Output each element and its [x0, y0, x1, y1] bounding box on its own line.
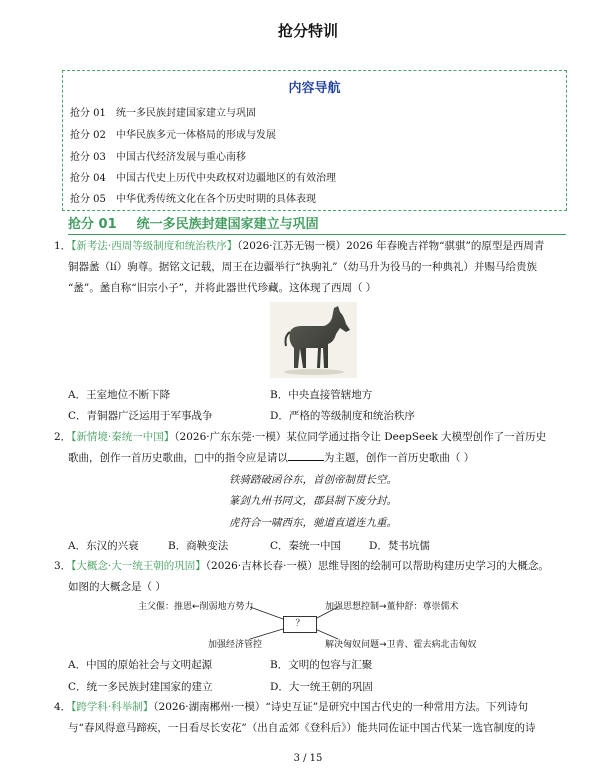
mindmap-bottom-left: 加强经济管控 [208, 640, 263, 650]
option-b[interactable]: B．中央直接管辖地方 [270, 389, 373, 401]
option-c[interactable]: C．青铜器广泛运用于军事战争 [68, 410, 213, 422]
nav-item-code: 抢分 01 [70, 108, 106, 119]
mindmap-top-right: 加强思想控制→董仲舒：尊崇儒术 [325, 602, 459, 612]
nav-item-2[interactable] [70, 126, 276, 141]
nav-item-3[interactable] [70, 148, 246, 163]
question-text: 为主题，创作一首历史歌曲（ ） [323, 452, 475, 464]
question-text: （2026·江苏无锡一模）2026 年春晚吉祥物“骐骐”的原型是西周青 [237, 240, 545, 252]
content-nav-box [62, 70, 567, 211]
question-number: 3． [54, 560, 72, 572]
nav-item-code: 抢分 03 [70, 152, 106, 163]
poem-line-1: 铁骑踏破函谷东，首创帝制贯长空。 [229, 474, 397, 486]
question-number: 2． [54, 431, 72, 443]
nav-item-code: 抢分 05 [70, 194, 106, 205]
poem-line-3: 虎符合一啸西东，驰道直道连九重。 [229, 517, 397, 529]
mindmap-center-box: ？ [283, 616, 317, 633]
question-text: 歌曲，创作一首历史歌曲，□中的指令应是请以 [68, 452, 288, 464]
question-text: （2026·吉林长春·一模）思维导图的绘制可以帮助构建历史学习的大概念。 [205, 560, 549, 572]
nav-item-text: 中国古代经济发展与重心南移 [116, 152, 246, 163]
nav-item-5[interactable] [70, 190, 316, 205]
nav-item-text: 中国古代史上历代中央政权对边疆地区的有效治理 [116, 173, 336, 184]
question-3 [54, 556, 564, 598]
option-a[interactable]: A．东汉的兴衰 [68, 540, 139, 552]
mind-map [138, 597, 490, 651]
nav-item-text: 中华优秀传统文化在各个历史时期的具体表现 [116, 194, 316, 205]
nav-item-1[interactable] [70, 104, 256, 119]
option-d[interactable]: D．大一统王朝的巩固 [270, 681, 373, 693]
option-c[interactable]: C．统一多民族封建国家的建立 [68, 681, 213, 693]
option-a[interactable]: A．中国的原始社会与文明起源 [68, 659, 213, 671]
nav-item-code: 抢分 02 [70, 130, 106, 141]
question-text: “盠”。盠自称“旧宗小子”，并将此器世代珍藏。这体现了西周（ ） [68, 282, 377, 294]
nav-item-4[interactable] [70, 169, 336, 184]
option-b[interactable]: B．商鞅变法 [168, 540, 229, 552]
question-text: （2026·湖南郴州·一模）“诗史互证”是研究中国古代史的一种常用方法。下列诗句 [153, 701, 529, 713]
poem-line-2: 篆剑九州书同文，郡县制下废分封。 [229, 495, 397, 507]
question-tag: 【跨学科·科举制】 [71, 701, 154, 713]
nav-title: 内容导航 [288, 81, 341, 96]
question-tag: 【新考法·西周等级制度和统治秩序】 [71, 240, 238, 252]
bronze-horse-image [270, 302, 357, 378]
question-number: 1． [54, 240, 72, 252]
page-number: 3 / 15 [293, 753, 323, 764]
mindmap-top-left: 主父偃：推恩←削弱地方势力 [138, 602, 254, 612]
question-text: 如图的大概念是（ ） [68, 581, 166, 593]
page-title: 抢分特训 [277, 22, 338, 40]
question-text: 铜器盠（lí）驹尊。据铭文记载，周王在边疆举行“执驹礼”（幼马升为役马的一种典礼）并赐马给贵族 [68, 261, 537, 273]
section-title: 统一多民族封建国家建立与巩固 [136, 217, 319, 232]
mindmap-bottom-right: 解决匈奴问题→卫青、霍去病北击匈奴 [325, 640, 477, 650]
question-tag: 【新情境·秦统一中国】 [71, 431, 175, 443]
option-d[interactable]: D．焚书坑儒 [369, 540, 430, 552]
nav-item-code: 抢分 04 [70, 173, 106, 184]
option-b[interactable]: B．文明的包容与汇聚 [270, 659, 373, 671]
section-heading [68, 213, 566, 235]
option-c[interactable]: C．秦统一中国 [270, 540, 342, 552]
answer-blank[interactable] [288, 450, 324, 461]
nav-item-text: 统一多民族封建国家建立与巩固 [116, 108, 256, 119]
question-text: 与“春风得意马蹄疾，一日看尽长安花”（出自孟郊《登科后》）能共同佐证中国古代某一选官制度的诗 [68, 722, 536, 734]
nav-item-text: 中华民族多元一体格局的形成与发展 [116, 130, 276, 141]
question-tag: 【大概念·大一统王朝的巩固】 [71, 560, 206, 572]
question-1 [54, 236, 564, 299]
question-2 [54, 427, 564, 469]
option-d[interactable]: D．严格的等级制度和统治秩序 [270, 410, 415, 422]
question-4 [54, 697, 569, 739]
question-number: 4． [54, 701, 72, 713]
section-code: 抢分 01 [68, 217, 117, 232]
option-a[interactable]: A．王室地位不断下降 [68, 389, 171, 401]
horse-icon [270, 302, 357, 378]
question-text: （2026·广东东莞·一模）某位同学通过指令让 DeepSeek 大模型创作了一首历史 [174, 431, 547, 443]
